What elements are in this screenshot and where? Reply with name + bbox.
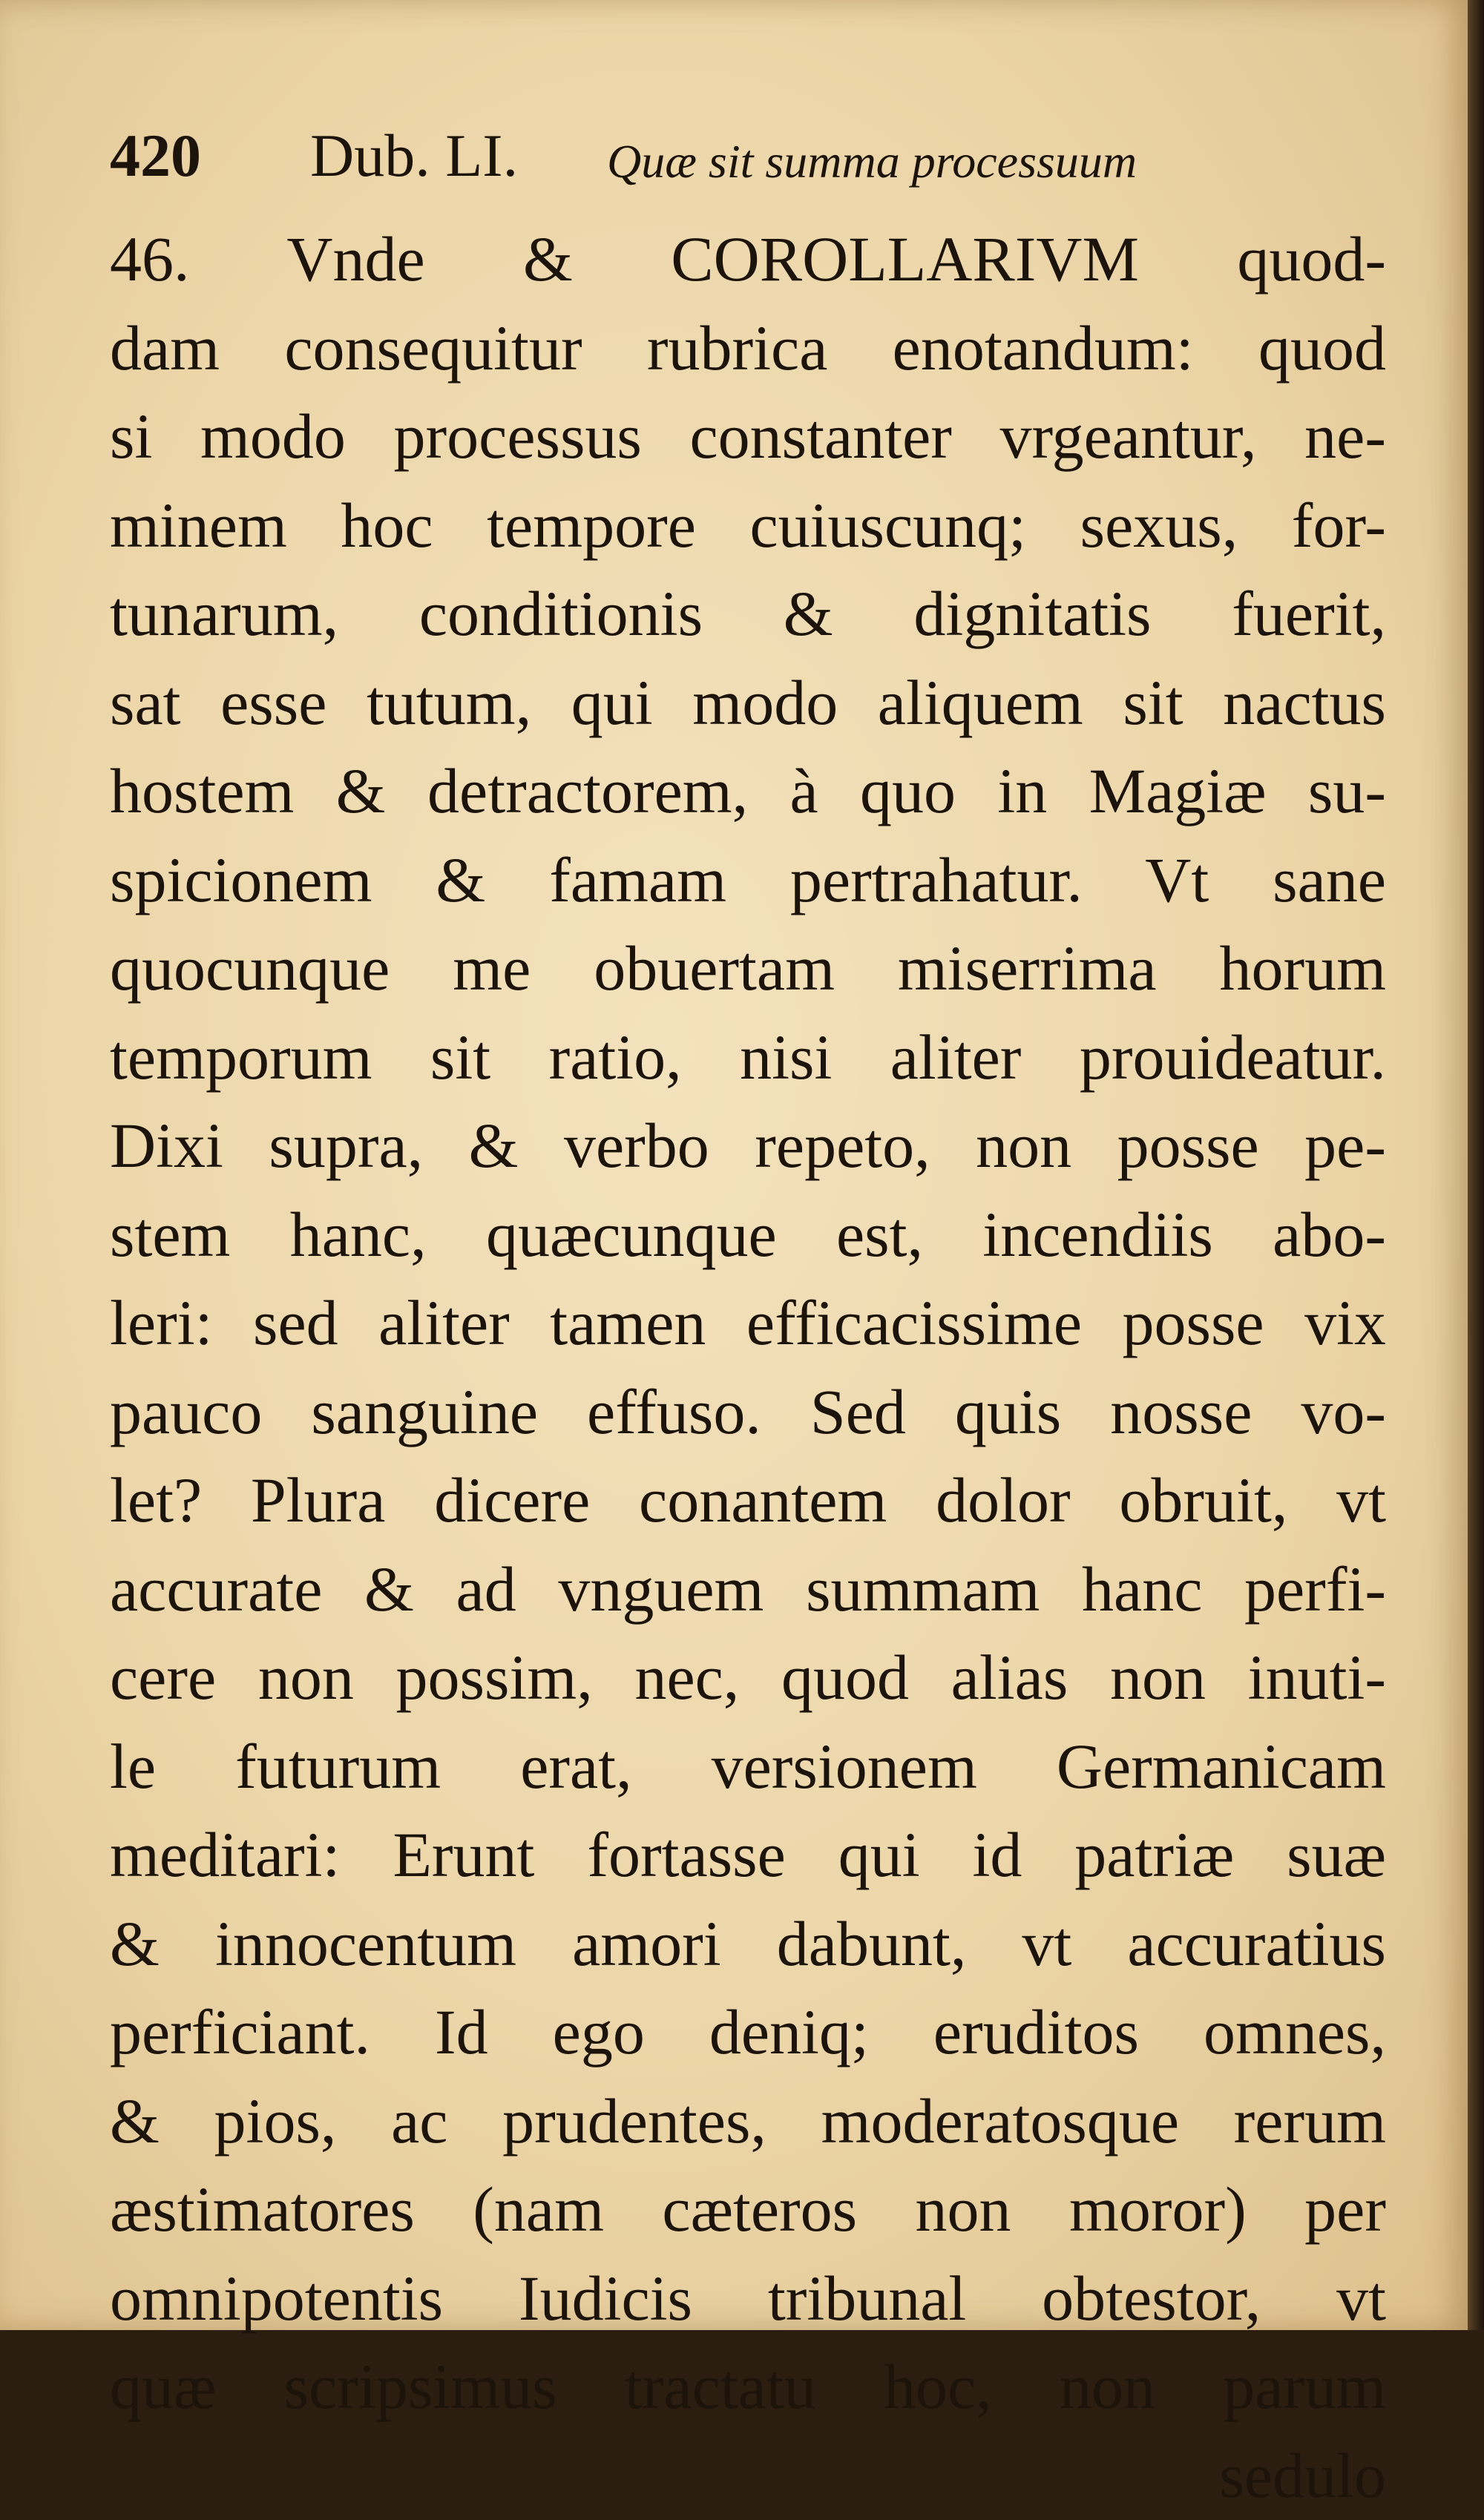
- text-line: meditari: Erunt fortasse qui id patriæ suæ: [110, 1811, 1386, 1900]
- running-title: Quæ sit summa processuum: [607, 117, 1137, 206]
- text-line: dam consequitur rubrica enotandum: quod: [110, 304, 1386, 393]
- text-line: sat esse tutum, qui modo aliquem sit nactus: [110, 659, 1386, 748]
- text-line: pauco sanguine effuso. Sed quis nosse vo-: [110, 1368, 1386, 1457]
- text-line: le futurum erat, versionem Germanicam: [110, 1723, 1386, 1812]
- text-line: minem hoc tempore cuiuscunq; sexus, for-: [110, 481, 1386, 570]
- text-line: si modo processus constanter vrgeantur, ne-: [110, 392, 1386, 481]
- text-line: let? Plura dicere conantem dolor obruit, vt: [110, 1456, 1386, 1545]
- body-text: [110, 215, 1386, 2520]
- page-edge-shadow: [1468, 0, 1484, 2330]
- page-number: 420: [110, 111, 201, 200]
- text-line: perficiant. Id ego deniq; eruditos omnes,: [110, 1988, 1386, 2077]
- text-line: & pios, ac prudentes, moderatosque rerum: [110, 2077, 1386, 2166]
- text-line: Dixi supra, & verbo repeto, non posse pe-: [110, 1102, 1386, 1191]
- text-line: stem hanc, quæcunque est, incendiis abo-: [110, 1191, 1386, 1280]
- text-line: temporum sit ratio, nisi aliter prouideatur.: [110, 1013, 1386, 1102]
- text-line: hostem & detractorem, à quo in Magiæ su-: [110, 747, 1386, 836]
- catchword: sedulo: [110, 2432, 1386, 2520]
- page-header: [110, 111, 1371, 200]
- text-line: accurate & ad vnguem summam hanc perfi-: [110, 1545, 1386, 1634]
- text-line: quocunque me obuertam miserrima horum: [110, 924, 1386, 1013]
- text-line: spicionem & famam pertrahatur. Vt sane: [110, 836, 1386, 925]
- text-line: quæ scripsimus tractatu hoc, non parum: [110, 2343, 1386, 2432]
- running-head: Dub. LI.: [310, 111, 518, 200]
- text-line: omnipotentis Iudicis tribunal obtestor, vt: [110, 2254, 1386, 2343]
- text-line: cere non possim, nec, quod alias non inuti-: [110, 1634, 1386, 1723]
- text-line: leri: sed aliter tamen efficacissime posse vix: [110, 1279, 1386, 1368]
- text-line: tunarum, conditionis & dignitatis fuerit,: [110, 570, 1386, 659]
- text-line: & innocentum amori dabunt, vt accuratius: [110, 1900, 1386, 1989]
- text-line: 46. Vnde & COROLLARIVM quod-: [110, 215, 1386, 304]
- text-line: æstimatores (nam cæteros non moror) per: [110, 2165, 1386, 2254]
